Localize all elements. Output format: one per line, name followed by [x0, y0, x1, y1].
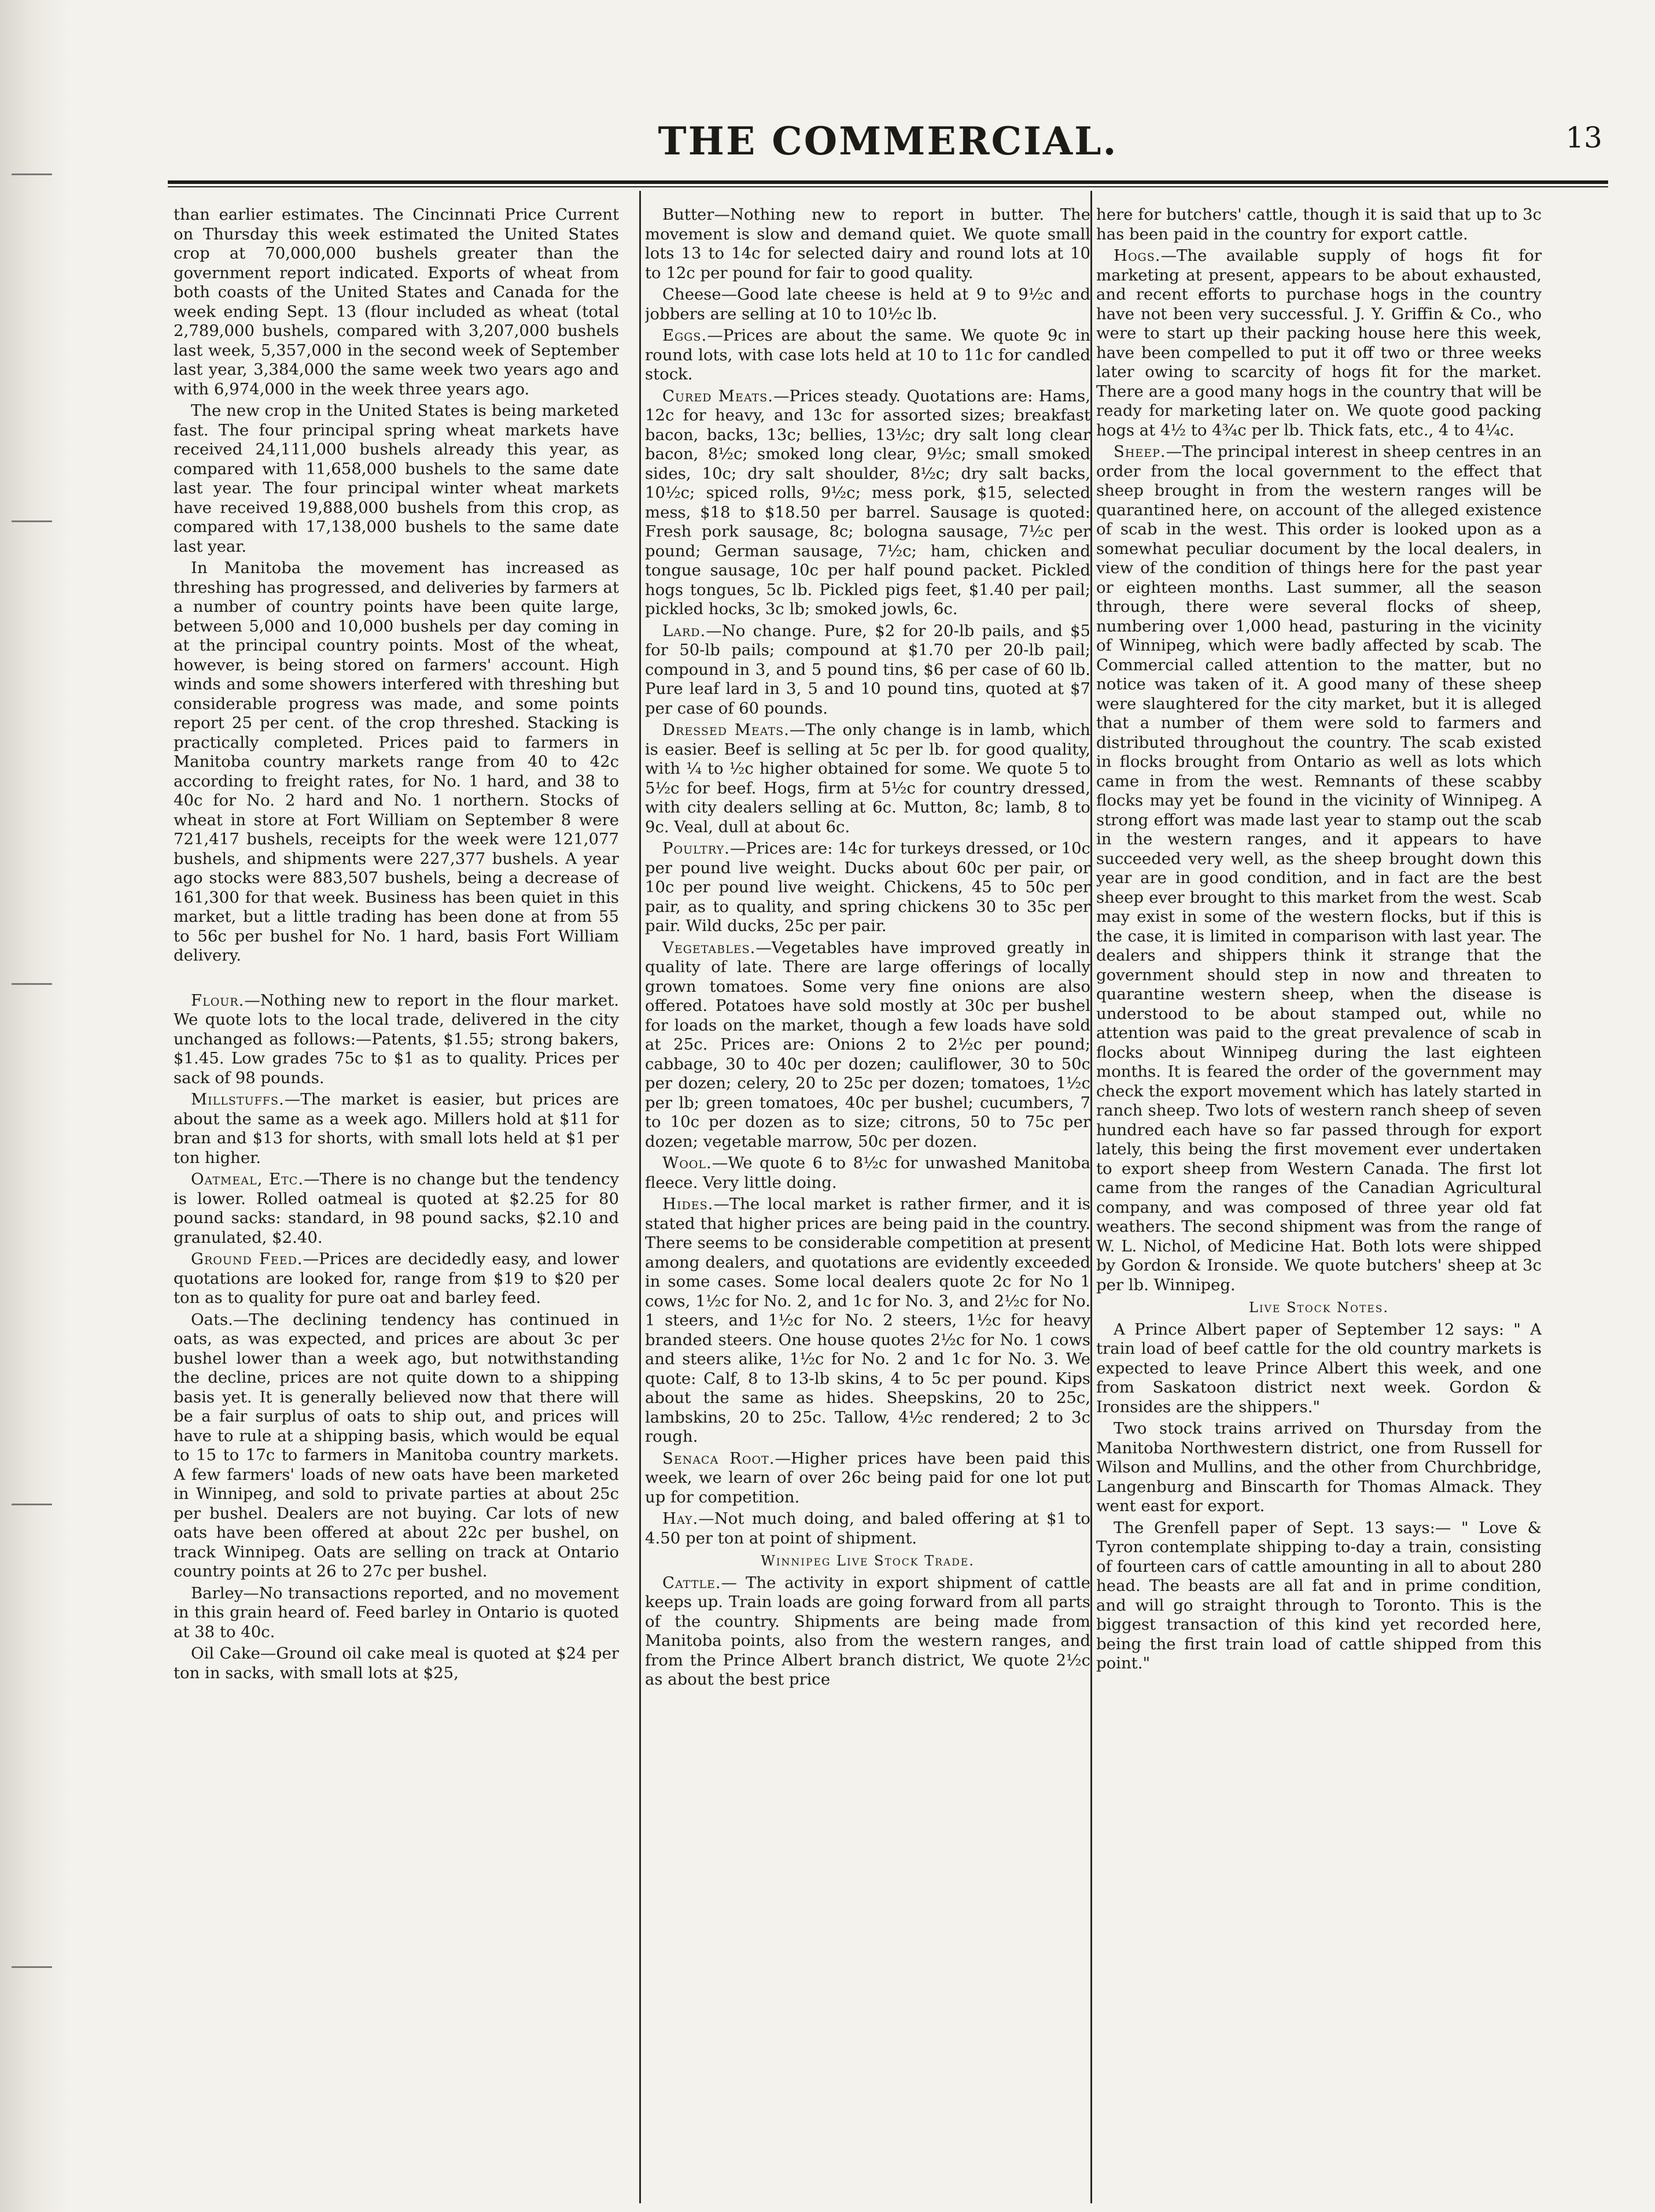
column-2 — [645, 205, 1090, 2195]
oats-paragraph: Oats.—The declining tendency has continued in oats, as was expected, and prices are about 3c per bushel lower than a week ago, but notwithstanding the decline, prices are not quite down to a shipping basis yet. It is generally believed now that there will be a fair surplus of oats to ship out, and prices will have to rule at a shipping basis, which would be equal to 15 to 17c to farmers in Manitoba country markets. A few farmers' loads of new oats have been marketed in Winnipeg, and sold to private parties at about 25c per bushel. Dealers are not buying. Car lots of new oats have been offered at about 22c per bushel, on track Winnipeg. Oats are selling on track at Ontario country points at 26 to 27c per bushel. — [174, 1310, 619, 1580]
hogs-paragraph: Hogs.—The available supply of hogs fit for marketing at present, appears to be about exhausted, and recent efforts to purchase hogs in the country have not been very successful. J. Y. Griffin & Co., who were to start up their packing house here this week, have been compelled to put it off two or three weeks later owing to scarcity of hogs fit for the market. There are a good many hogs in the country that will be ready for marketing later on. We quote good packing hogs at 4½ to 4¾c per lb. Thick fats, etc., 4 to 4¼c. — [1096, 246, 1542, 440]
header-rule-thin — [168, 186, 1608, 187]
paragraph: than earlier estimates. The Cincinnati Price Current on Thursday this week estimated the United States crop at 70,000,000 bushels greater than the government report indicated. Exports of wheat from both coasts of the United States and Canada for the week ending Sept. 13 (flour included as wheat (total 2,789,000 bushels, compared with 3,207,000 bushels last week, 5,357,000 in the second week of September last year, 3,384,000 the same week two years ago and with 6,974,000 in the week three years ago. — [174, 205, 619, 398]
section-heading: Hides. — [662, 1195, 714, 1213]
column-divider-2 — [1090, 191, 1092, 2203]
senaca-root-paragraph: Senaca Root.—Higher prices have been paid this week, we learn of over 26c being paid for one lot put up for competition. — [645, 1449, 1090, 1506]
section-heading: Cured Meats. — [662, 386, 773, 405]
note-paragraph: Two stock trains arrived on Thursday from the Manitoba Northwestern district, one from Russell for Wilson and Mullins, and the other from Churchbridge, Langenburg and Binscarth for Thomas Almack. They went east for export. — [1096, 1419, 1542, 1515]
cured-meats-paragraph: Cured Meats.—Prices steady. Quotations are: Hams, 12c for heavy, and 13c for assorted sizes; breakfast bacon, backs, 13c; bellies, 13½c; dry salt long clear bacon, 8½c; smoked long clear, 9½c; small smoked sides, 10c; dry salt shoulder, 8½c; dry salt backs, 10½c; spiced rolls, 9½c; mess pork, $15, selected mess, $18 to $18.50 per barrel. Sausage is quoted: Fresh pork sausage, 8c; bologna sausage, 7½c per pound; German sausage, 7½c; ham, chicken and tongue sausage, 10c per half pound packet. Pickled hogs tongues, 5c lb. Pickled pigs feet, $1.40 per pail; pickled hocks, 3c lb; smoked jowls, 6c. — [645, 386, 1090, 618]
header-rule — [168, 180, 1608, 184]
live-stock-trade-heading: Winnipeg Live Stock Trade. — [761, 1553, 975, 1569]
column-1 — [174, 205, 619, 2195]
oil-cake-paragraph: Oil Cake—Ground oil cake meal is quoted at $24 per ton in sacks, with small lots at $25, — [174, 1644, 619, 1682]
note-paragraph: The Grenfell paper of Sept. 13 says:— " Love & Tyron contemplate shipping to-day a train, consisting of fourteen cars of cattle amounting in all to about 280 head. The beasts are all fat and in prime condition, and will go straight through to Toronto. This is the biggest transaction of this kind yet recorded here, being the first train load of cattle shipped from this point." — [1096, 1518, 1542, 1672]
hides-paragraph: Hides.—The local market is rather firmer, and it is stated that higher prices are being paid in the country. There seems to be considerable competition at present among dealers, and quotations are evidently exceeded in some cases. Some local dealers quote 2c for No 1 cows, 1½c for No. 2, and 1c for No. 3, and 2½c for No. 1 steers, and 1½c for No. 2 steers, 1½c for heavy branded steers. One house quotes 2½c for No. 1 cows and steers alike, 1½c for No. 2 and 1c for No. 3. We quote: Calf, 8 to 13-lb skins, 4 to 5c per pound. Kips about the same as hides. Sheepskins, 20 to 25c, lambskins, 20 to 25c. Tallow, 4½c rendered; 2 to 3c rough. — [645, 1195, 1090, 1446]
section-heading: Poultry. — [662, 839, 730, 858]
page-edge-shadow — [0, 0, 69, 2212]
flour-paragraph: Flour.—Nothing new to report in the flour market. We quote lots to the local trade, delivered in the city unchanged as follows:—Patents, $1.55; strong bakers, $1.45. Low grades 75c to $1 as to quality. Prices per sack of 98 pounds. — [174, 991, 619, 1087]
hay-paragraph: Hay.—Not much doing, and baled offering at $1 to 4.50 per ton at point of shipment. — [645, 1509, 1090, 1548]
section-heading: Vegetables. — [662, 938, 756, 957]
section-heading: Wool. — [662, 1154, 712, 1172]
section-heading: Dressed Meats. — [662, 721, 790, 739]
live-stock-notes-heading: Live Stock Notes. — [1249, 1299, 1389, 1316]
dressed-meats-paragraph: Dressed Meats.—The only change is in lamb, which is easier. Beef is selling at 5c per lb. for good quality, with ¼ to ½c higher obtained for some. We quote 5 to 5½c for beef. Hogs, firm at 5½c for country dressed, with city dealers selling at 6c. Mutton, 8c; lamb, 8 to 9c. Veal, dull at about 6c. — [645, 721, 1090, 836]
wool-paragraph: Wool.—We quote 6 to 8½c for unwashed Manitoba fleece. Very little doing. — [645, 1154, 1090, 1192]
paragraph: In Manitoba the movement has increased as threshing has progressed, and deliveries by farmers at a number of country points have been quite large, between 5,000 and 10,000 bushels per day coming in at the principal country points. Most of the wheat, however, is being stored on farmers' account. High winds and some showers interfered with threshing but considerable progress was made, and some points report 25 per cent. of the crop threshed. Stacking is practically completed. Prices paid to farmers in Manitoba country markets range from 40 to 42c according to freight rates, for No. 1 hard, and 38 to 40c for No. 2 hard and No. 1 northern. Stocks of wheat in store at Fort William on September 8 were 721,417 bushels, receipts for the week were 121,077 bushels, and shipments were 227,377 bushels. A year ago stocks were 883,507 bushels, being a decrease of 161,300 for that week. Business has been quiet in this market, but a little trading has been done at from 55 to 56c per bushel for No. 1 hard, basis Fort William delivery. — [174, 559, 619, 965]
sheep-paragraph: Sheep.—The principal interest in sheep centres in an order from the local government to the effect that sheep brought in from the western ranges will be quarantined here, on account of the alleged existence of scab in the west. This order is looked upon as a somewhat peculiar document by the local dealers, in view of the condition of things here for the past year or eighteen months. Last summer, all the season through, there were several flocks of sheep, numbering over 1,000 head, pasturing in the vicinity of Winnipeg, which were badly affected by scab. The Commercial called attention to the matter, but no notice was taken of it. A good many of these sheep were slaughtered for the city market, but it is alleged that a number of them were sold to farmers and distributed throughout the country. The scab existed in flocks brought from Ontario as well as lots which came in from the west. Remnants of these scabby flocks may yet be found in the vicinity of Winnipeg. A strong effort was made last year to stamp out the scab in the western ranges, and it appears to have succeeded very well, as the sheep brought down this year are in good condition, and in fact are the best sheep ever brought to this market from the west. Scab may exist in some of the western flocks, but if this is the case, it is limited in comparison with last year. The dealers and shippers think it strange that the government should step in now and threaten to quarantine western sheep, when the disease is understood to be about stamped out, while no attention was paid to the great prevalence of scab in flocks about Winnipeg during the last eighteen months. It is feared the order of the government may check the export movement which has lately started in ranch sheep. Two lots of western ranch sheep of seven hundred each have so far passed through for export lately, this being the first movement ever undertaken to export sheep from Western Canada. The first lot came from the ranges of the Canadian Agricultural company, and was composed of three year old fat weathers. The second shipment was from the range of W. L. Nichol, of Medicine Hat. Both lots were shipped by Gordon & Ironside. We quote butchers' sheep at 3c per lb. Winnipeg. — [1096, 442, 1542, 1294]
section-heading: Millstuffs. — [191, 1090, 285, 1109]
column-3 — [1096, 205, 1542, 2195]
section-heading: Oatmeal, Etc. — [191, 1170, 304, 1188]
lard-paragraph: Lard.—No change. Pure, $2 for 20-lb pails, and $5 for 50-lb pails; compound at $1.70 per 20-lb pail; compound in 3, and 5 pound tins, $6 per case of 60 lb. Pure leaf lard in 3, 5 and 10 pound tins, quoted at $7 per case of 60 pounds. — [645, 621, 1090, 718]
cheese-paragraph: Cheese—Good late cheese is held at 9 to 9½c and jobbers are selling at 10 to 10½c lb. — [645, 285, 1090, 323]
paragraph: here for butchers' cattle, though it is said that up to 3c has been paid in the country for export cattle. — [1096, 205, 1542, 243]
butter-paragraph: Butter—Nothing new to report in butter. The movement is slow and demand quiet. We quote small lots 13 to 14c for selected dairy and round lots at 10 to 12c per pound for fair to good quality. — [645, 205, 1090, 282]
section-heading: Hogs. — [1114, 246, 1161, 265]
masthead — [174, 119, 1602, 179]
section-heading: Flour. — [191, 991, 245, 1010]
page-number: 13 — [1565, 121, 1602, 154]
poultry-paragraph: Poultry.—Prices are: 14c for turkeys dressed, or 10c per pound live weight. Ducks about 60c per pair, or 10c per pound live weight. Chickens, 45 to 50c per pair, as to quality, and spring chickens 30 to 35c per pair. Wild ducks, 25c per pair. — [645, 839, 1090, 935]
eggs-paragraph: Eggs.—Prices are about the same. We quote 9c in round lots, with case lots held at 10 to 11c for candled stock. — [645, 326, 1090, 383]
barley-paragraph: Barley—No transactions reported, and no movement in this grain heard of. Feed barley in Ontario is quoted at 38 to 40c. — [174, 1583, 619, 1641]
section-heading: Senaca Root. — [662, 1449, 775, 1468]
section-heading: Lard. — [662, 621, 706, 640]
oatmeal-paragraph: Oatmeal, Etc.—There is no change but the tendency is lower. Rolled oatmeal is quoted at $2.25 for 80 pound sacks: standard, in 98 pound sacks, $2.10 and granulated, $2.40. — [174, 1170, 619, 1247]
ground-feed-paragraph: Ground Feed.—Prices are decidedly easy, and lower quotations are looked for, range from $19 to $20 per ton as to quality for pure oat and barley feed. — [174, 1250, 619, 1307]
section-heading: Hay. — [662, 1509, 699, 1528]
column-divider-1 — [639, 191, 641, 2203]
millstuffs-paragraph: Millstuffs.—The market is easier, but prices are about the same as a week ago. Millers hold at $11 for bran and $13 for shorts, with small lots held at $1 per ton higher. — [174, 1090, 619, 1167]
section-heading: Eggs. — [662, 326, 707, 345]
section-heading: Cattle. — [662, 1573, 721, 1592]
paragraph: The new crop in the United States is being marketed fast. The four principal spring wheat markets have received 24,111,000 bushels already this year, as compared with 11,658,000 bushels to the same date last year. The four principal winter wheat markets have received 19,888,000 bushels from this crop, as compared with 17,138,000 bushels to the same date last year. — [174, 401, 619, 556]
note-paragraph: A Prince Albert paper of September 12 says: " A train load of beef cattle for the old country markets is expected to leave Prince Albert this week, and one from Saskatoon district next week. Gordon & Ironsides are the shippers." — [1096, 1320, 1542, 1416]
section-heading: Ground Feed. — [191, 1250, 303, 1268]
section-heading: Sheep. — [1114, 442, 1166, 461]
newspaper-title: THE COMMERCIAL. — [658, 119, 1118, 164]
vegetables-paragraph: Vegetables.—Vegetables have improved greatly in quality of late. There are large offerings of locally grown tomatoes. Some very fine onions are also offered. Potatoes have sold mostly at 30c per bushel for loads on the market, though a few loads have sold at 25c. Prices are: Onions 2 to 2½c per pound; cabbage, 30 to 40c per dozen; cauliflower, 30 to 50c per dozen; celery, 20 to 25c per dozen; tomatoes, 1½c per lb; green tomatoes, 40c per bushel; cucumbers, 7 to 10c per dozen as to size; citrons, 50 to 75c per dozen; vegetable marrow, 50c per dozen. — [645, 938, 1090, 1151]
cattle-paragraph: Cattle.— The activity in export shipment of cattle keeps up. Train loads are going forward from all parts of the country. Shipments are being made from Manitoba points, also from the western ranges, and from the Prince Albert branch district, We quote 2½c as about the best price — [645, 1573, 1090, 1689]
